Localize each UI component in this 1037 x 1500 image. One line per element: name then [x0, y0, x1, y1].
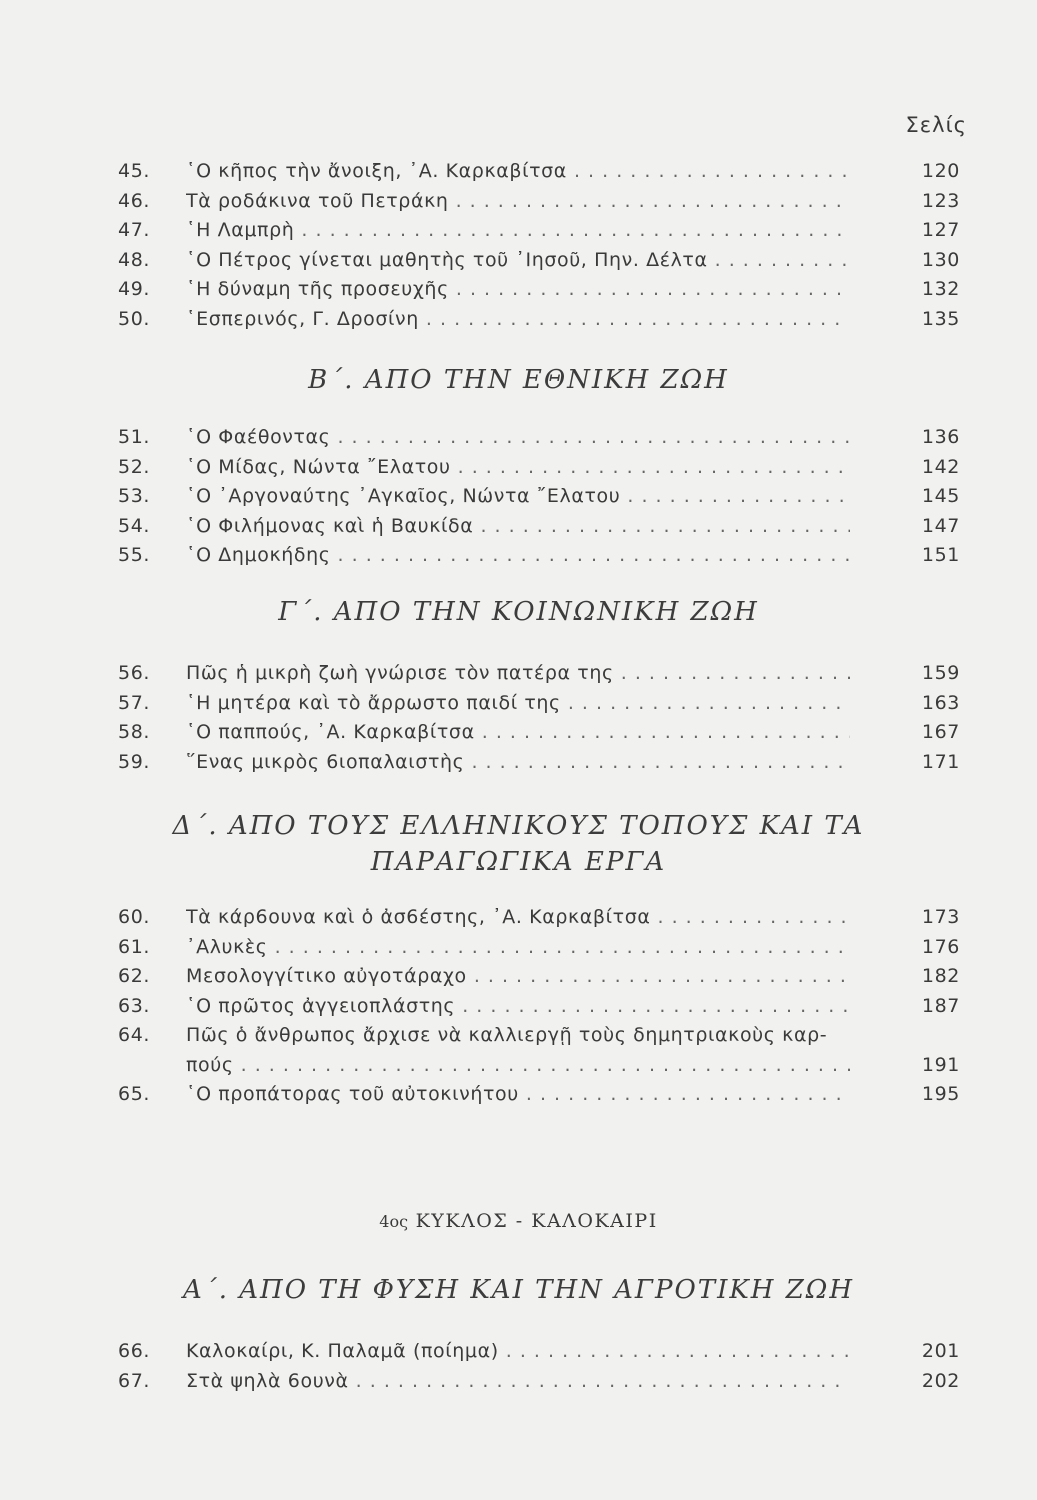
entry-title: ῾Ο Φιλήμονας καὶ ἡ Βαυκίδα [186, 514, 474, 537]
section-heading-d-line2: ΠΑΡΑΓΩΓΙΚΑ ΕΡΓΑ [370, 847, 667, 877]
entry-number: 45. [118, 160, 151, 182]
entry-title: ῞Ενας μικρὸς 6ιοπαλαιστὴς [186, 750, 465, 773]
entry-page: 202 [921, 1369, 960, 1392]
entry-number: 61. [118, 935, 151, 958]
entry-page: 120 [921, 160, 960, 182]
entry-title: ῾Ο Μίδας, Νώντα ῎Ελατου [186, 455, 451, 478]
entry-page: 159 [921, 662, 960, 684]
entry-page: 182 [921, 965, 960, 988]
entry-page: 195 [921, 1083, 960, 1106]
toc-entry[interactable] [118, 965, 960, 995]
entry-number: 51. [118, 426, 151, 448]
entry-page: 151 [921, 544, 960, 567]
entry-number: 54. [118, 514, 151, 537]
entry-number: 47. [118, 219, 151, 242]
entry-page: 173 [921, 906, 960, 928]
entry-number: 57. [118, 691, 151, 714]
entry-number: 60. [118, 906, 151, 928]
section-heading-c: Γ΄. ΑΠΟ ΤΗΝ ΚΟΙΝΩΝΙΚΗ ΖΩΗ [278, 597, 759, 627]
entry-page: 136 [921, 426, 960, 448]
toc-entry[interactable] [118, 1340, 960, 1370]
entry-title: ῾Ο Πέτρος γίνεται μαθητὴς τοῦ ᾿Ιησοῦ, Πην. Δέλτα [186, 248, 708, 271]
toc-entry[interactable] [118, 249, 960, 279]
toc-entry[interactable] [118, 751, 960, 781]
entry-title: ῾Ο Φαέθοντας [186, 426, 331, 448]
entry-page: 135 [921, 307, 960, 330]
entry-page: 142 [921, 455, 960, 478]
toc-entry[interactable] [118, 662, 960, 692]
entry-number: 56. [118, 662, 151, 684]
entry-number: 62. [118, 965, 151, 988]
entry-number: 58. [118, 721, 151, 744]
entry-page: 130 [921, 248, 960, 271]
toc-group-1 [118, 160, 960, 338]
entry-page: 191 [921, 1054, 960, 1077]
entry-title: ῾Ο κῆπος τὴν ἄνοιξη, ᾿Α. Καρκαβίτσα [186, 160, 567, 182]
entry-number: 64. [118, 1024, 151, 1047]
section-heading-d-line1: Δ΄. ΑΠΟ ΤΟΥΣ ΕΛΛΗΝΙΚΟΥΣ ΤΟΠΟΥΣ ΚΑΙ ΤΑ [172, 811, 865, 841]
toc-entry[interactable] [118, 1370, 960, 1400]
toc-entry[interactable] [118, 456, 960, 486]
entry-title-line1: Πῶς ὁ ἄνθρωπος ἄρχισε νὰ καλλιεργῇ τοὺς δημητριακοὺς καρ- [186, 1024, 828, 1047]
entry-page: 201 [921, 1340, 960, 1362]
toc-entry[interactable] [118, 721, 960, 751]
toc-group-3 [118, 662, 960, 780]
toc-entry[interactable] [118, 308, 960, 338]
entry-page: 123 [921, 189, 960, 212]
entry-page: 145 [921, 485, 960, 508]
entry-title: ῾Η Λαμπρὴ [186, 219, 295, 242]
toc-entry[interactable] [118, 426, 960, 456]
entry-title: ῾Ο ᾿Αργοναύτης ᾿Αγκαῖος, Νώντα ῎Ελατου [186, 485, 621, 508]
entry-title: Τὰ κάρ6ουνα καὶ ὁ ἀσ6έστης, ᾿Α. Καρκαβίτσα [186, 906, 651, 928]
toc-entry[interactable] [118, 515, 960, 545]
entry-title: ῾Ο πρῶτος ἀγγειοπλάστης [186, 994, 456, 1017]
entry-number: 66. [118, 1340, 151, 1362]
entry-title: ῾Ο Δημοκήδης [186, 544, 331, 567]
entry-title: ῾Η μητέρα καὶ τὸ ἄρρωστο παιδί της [186, 691, 561, 714]
entry-number: 49. [118, 278, 151, 301]
entry-title: ῾Εσπερινός, Γ. Δροσίνη [186, 307, 419, 330]
toc-entry[interactable] [118, 485, 960, 515]
toc-entry[interactable] [118, 936, 960, 966]
cycle-ordinal: 4ος [379, 1212, 409, 1231]
entry-page: 132 [921, 278, 960, 301]
entry-number: 65. [118, 1083, 151, 1106]
toc-group-5 [118, 1340, 960, 1399]
toc-group-4 [118, 906, 960, 1113]
toc-entry[interactable] [118, 995, 960, 1025]
entry-number: 46. [118, 189, 151, 212]
entry-number: 63. [118, 994, 151, 1017]
toc-entry[interactable] [118, 219, 960, 249]
entry-number: 48. [118, 248, 151, 271]
cycle-heading [0, 1210, 1037, 1232]
entry-number: 53. [118, 485, 151, 508]
entry-page: 167 [921, 721, 960, 744]
entry-title: Μεσολογγίτικο αὐγοτάραχο [186, 965, 467, 988]
entry-title: Τὰ ροδάκινα τοῦ Πετράκη [186, 189, 449, 212]
entry-title: ῾Ο προπάτορας τοῦ αὐτοκινήτου [186, 1083, 519, 1106]
toc-entry[interactable] [118, 160, 960, 190]
toc-entry[interactable] [118, 906, 960, 936]
toc-entry[interactable] [118, 1083, 960, 1113]
page-column-label: Σελίς [905, 113, 967, 137]
section-heading-a: Α΄. ΑΠΟ ΤΗ ΦΥΣΗ ΚΑΙ ΤΗΝ ΑΓΡΟΤΙΚΗ ΖΩΗ [182, 1275, 855, 1305]
section-heading-b: Β΄. ΑΠΟ ΤΗΝ ΕΘΝΙΚΗ ΖΩΗ [308, 365, 729, 395]
entry-page: 127 [921, 219, 960, 242]
entry-title: Καλοκαίρι, Κ. Παλαμᾶ (ποίημα) [186, 1340, 499, 1362]
entry-title-line2: πούς [186, 1054, 234, 1077]
toc-entry[interactable] [118, 1024, 960, 1083]
entry-number: 59. [118, 750, 151, 773]
entry-number: 50. [118, 307, 151, 330]
toc-entry[interactable] [118, 544, 960, 574]
entry-page: 176 [921, 935, 960, 958]
entry-page: 147 [921, 514, 960, 537]
cycle-name: ΚΥΚΛΟΣ - ΚΑΛΟΚΑΙΡΙ [415, 1210, 658, 1232]
entry-number: 55. [118, 544, 151, 567]
entry-page: 187 [921, 994, 960, 1017]
entry-title: ῾Ο παππούς, ᾿Α. Καρκαβίτσα [186, 721, 475, 744]
entry-number: 67. [118, 1369, 151, 1392]
toc-group-2 [118, 426, 960, 574]
entry-title: Πῶς ἡ μικρὴ ζωὴ γνώρισε τὸν πατέρα της [186, 662, 614, 684]
entry-title: ῾Η δύναμη τῆς προσευχῆς [186, 278, 449, 301]
entry-page: 171 [921, 750, 960, 773]
entry-title: Στὰ ψηλὰ 6ουνὰ [186, 1369, 349, 1392]
entry-number: 52. [118, 455, 151, 478]
toc-entry[interactable] [118, 190, 960, 220]
toc-entry[interactable] [118, 278, 960, 308]
entry-title: ᾿Αλυκὲς [186, 935, 268, 958]
toc-entry[interactable] [118, 692, 960, 722]
entry-page: 163 [921, 691, 960, 714]
